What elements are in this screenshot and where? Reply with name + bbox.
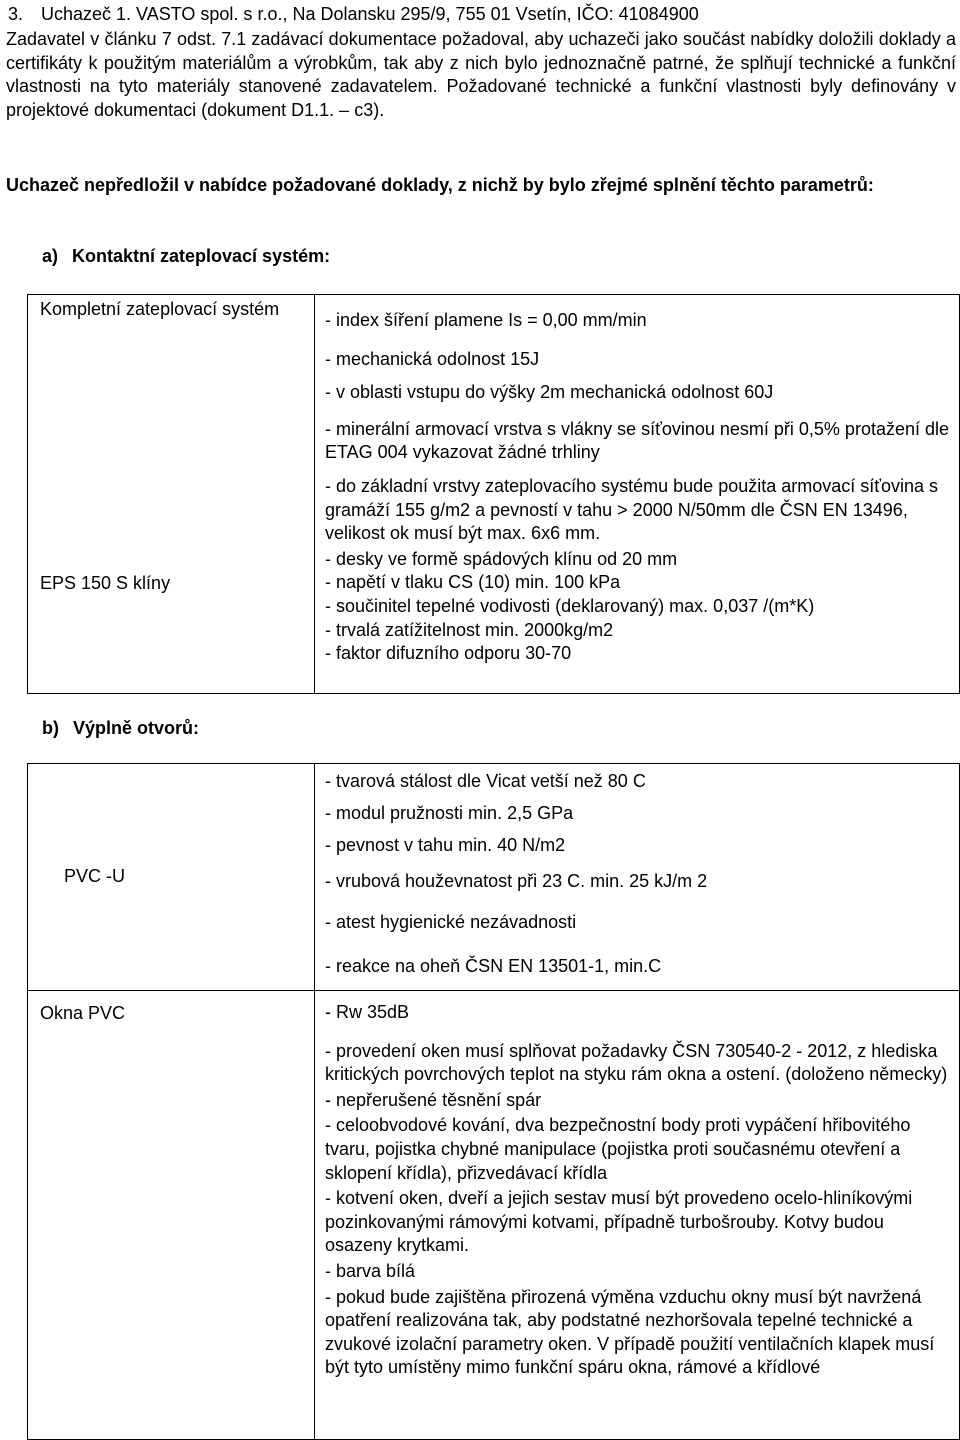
section-b-row0-items-cell bbox=[315, 764, 960, 991]
table-row bbox=[28, 991, 960, 1440]
section-b-row1-items-cell bbox=[315, 991, 960, 1440]
list-item: - mechanická odolnost 15J bbox=[325, 348, 540, 369]
heading-number: 3. bbox=[8, 4, 24, 24]
list-item: - vrubová houževnatost při 23 C. min. 25 kJ/m 2 bbox=[325, 870, 708, 891]
section-b-row1-label: Okna PVC bbox=[40, 1003, 126, 1023]
section-a-label-cell bbox=[28, 295, 315, 694]
list-item: - v oblasti vstupu do výšky 2m mechanická odolnost 60J bbox=[325, 382, 774, 403]
section-b-letter: b) bbox=[42, 718, 59, 738]
list-item: - do základní vrstvy zateplovacího systému bude použita armovací síťovina s gramáží 155 g/m2 a pevností v tahu > 2000 N/50mm dle ČSN EN 13496, velikost ok musí být max. 6x6 mm. bbox=[325, 475, 939, 544]
section-a-row0-label: Kompletní zateplovací systém bbox=[40, 299, 280, 319]
list-item: - minerální armovací vrstva s vlákny se síťovinou nesmí při 0,5% protažení dle ETAG 004 vykazovat žádné trhliny bbox=[325, 418, 950, 463]
list-item: - index šíření plamene Is = 0,00 mm/min bbox=[325, 310, 647, 330]
section-b-title: Výplně otvorů: bbox=[73, 718, 200, 738]
list-item: - Rw 35dB bbox=[325, 1002, 410, 1022]
list-item: - pokud bude zajištěna přirozená výměna vzduchu okny musí být navržená opatření realizována tak, aby podstatné nezhoršovala tepelné technické a zvukové izolační parametry oken. V případě použití ventilačních klapek musí být tyto umístěny mimo funkční spáru okna, rámové a křídlové bbox=[325, 1286, 935, 1378]
list-item: - barva bílá bbox=[325, 1260, 416, 1281]
section-a-table bbox=[27, 294, 960, 694]
section-b-heading bbox=[42, 718, 199, 739]
section-b-row0-label: PVC -U bbox=[64, 866, 126, 886]
section-b-table bbox=[27, 763, 960, 1440]
list-item: - trvalá zatížitelnost min. 2000kg/m2 bbox=[325, 619, 614, 640]
list-item: - součinitel tepelné vodivosti (deklarovaný) max. 0,037 /(m*K) bbox=[325, 595, 815, 616]
section-a-heading bbox=[42, 246, 330, 267]
list-item: - tvarová stálost dle Vicat vetší než 80 C bbox=[325, 771, 646, 791]
section-b-row0-label-cell bbox=[28, 764, 315, 991]
list-item: - reakce na oheň ČSN EN 13501-1, min.C bbox=[325, 955, 662, 976]
list-item: - celoobvodové kování, dva bezpečnostní body proti vypáčení hřibovitého tvaru, pojistka chybné manipulace (pojistka proti současnému otevření a sklopení křídla), přizvedávací křídla bbox=[325, 1115, 911, 1183]
list-item: - desky ve formě spádových klínu od 20 mm bbox=[325, 548, 678, 569]
section-a-row1-label: EPS 150 S klíny bbox=[40, 573, 171, 593]
section-b-row1-label-cell bbox=[28, 991, 315, 1440]
list-item: - kotvení oken, dveří a jejich sestav musí být provedeno ocelo-hliníkovými pozinkovanými rámovými kotvami, případně turbošrouby. Kotvy budou osazeny krytkami. bbox=[325, 1188, 913, 1256]
intro-paragraph bbox=[6, 28, 956, 122]
section-a-title: Kontaktní zateplovací systém: bbox=[72, 246, 331, 266]
list-item: - napětí v tlaku CS (10) min. 100 kPa bbox=[325, 572, 621, 593]
list-item: - pevnost v tahu min. 40 N/m2 bbox=[325, 835, 566, 856]
heading-text: Uchazeč 1. VASTO spol. s r.o., Na Dolansku 295/9, 755 01 Vsetín, IČO: 41084900 bbox=[41, 4, 699, 24]
list-item: - modul pružnosti min. 2,5 GPa bbox=[325, 802, 574, 823]
section-a-items-cell bbox=[315, 295, 960, 694]
heading-line bbox=[8, 4, 699, 25]
intro-text: Zadavatel v článku 7 odst. 7.1 zadávací dokumentace požadoval, aby uchazeči jako součást nabídky doložili doklady a certifikáty k použitým materiálům a výrobkům, tak aby z nich bylo jednoznačně patrné, že splňují technické a funkční vlastnosti na tyto materiály stanovené zadavatelem. Požadované technické a funkční vlastnosti byly definovány v projektové dokumentaci (dokument D1.1. – c3). bbox=[6, 29, 956, 120]
table-row bbox=[28, 764, 960, 991]
section-a-letter: a) bbox=[42, 246, 59, 266]
list-item: - faktor difuzního odporu 30-70 bbox=[325, 643, 572, 664]
table-row bbox=[28, 295, 960, 694]
list-item: - nepřerušené těsnění spár bbox=[325, 1089, 542, 1110]
list-item: - provedení oken musí splňovat požadavky ČSN 730540-2 - 2012, z hlediska kritických povrchových teplot na styku rám okna a ostení. (doloženo německy) bbox=[325, 1040, 948, 1085]
bold-note: Uchazeč nepředložil v nabídce požadované doklady, z nichž by bylo zřejmé splnění těchto parametrů: bbox=[6, 175, 874, 195]
list-item: - atest hygienické nezávadnosti bbox=[325, 912, 577, 933]
